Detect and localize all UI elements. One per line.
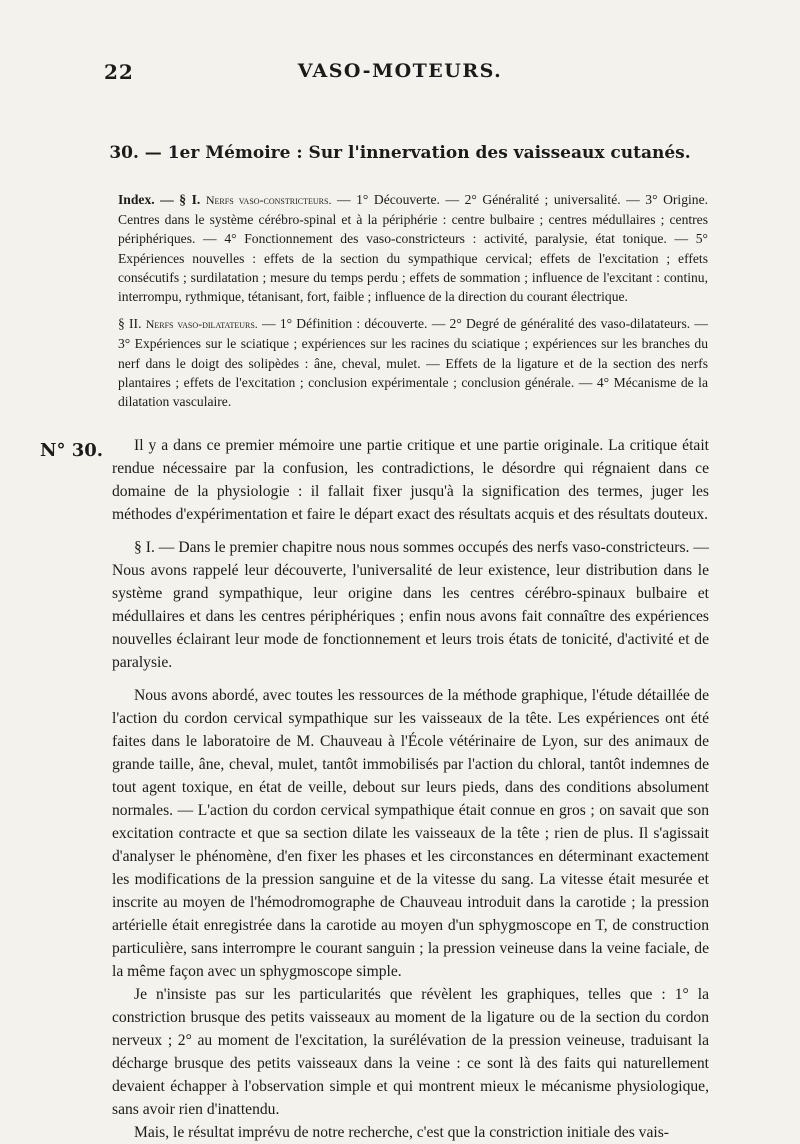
index-section-2 <box>118 314 708 411</box>
page-number: 22 <box>104 60 134 84</box>
index-section-2-lead: § II. <box>118 316 142 332</box>
body-paragraph-4: Je n'insiste pas sur les particularités que révèlent les graphiques, telles que : 1° la constriction brusque des petits vaisseaux au moment de la ligature ou de la section du cordon nerveux ; 2° au moment de l'excitation, la surélévation de la pression veineuse, traduisant la décharge brusque des petits vaisseaux dans la veine : ce sont là des faits qui naturellement devaient échapper à l'observation simple et qui montrent mieux le mécanisme physiologique, sans avoir rien d'inattendu. <box>112 986 709 1118</box>
index-section-1-lead: Index. — § I. <box>118 192 201 207</box>
chapter-heading: 30. — 1er Mémoire : Sur l'innervation des vaisseaux cutanés. <box>109 143 691 163</box>
body-text <box>112 434 709 1144</box>
body-paragraph-5: Mais, le résultat imprévu de notre recherche, c'est que la constriction initiale des vais- <box>134 1124 669 1141</box>
index-block <box>118 190 708 419</box>
index-section-1-text: — 1° Découverte. — 2° Généralité ; universalité. — 3° Origine. Centres dans le système cérébro-spinal et à la périphérie : centre bulbaire ; centres médullaires ; centres périphériques. — 4° Fonctionnement des vaso-constricteurs : activité, paralysie, état tonique. — 5° Expériences nouvelles : effets de la section du sympathique cervical; effets de l'excitation ; effets consécutifs ; surdilatation ; mesure du temps perdu ; effets de sommation ; influence de l'excitant : continu, interrompu, rythmique, tétanisant, fort, faible ; influence de la direction du courant électrique. <box>118 192 708 305</box>
running-head <box>0 60 800 88</box>
margin-entry-number: N° 30. <box>40 440 104 461</box>
body-paragraph-3: Nous avons abordé, avec toutes les ressources de la méthode graphique, l'étude détaillée de l'action du cordon cervical sympathique sur les vaisseaux de la tête. Les expériences ont été faites dans le laboratoire de M. Chauveau à l'École vétérinaire de Lyon, sur des animaux de grande taille, âne, cheval, mulet, tantôt immobilisés par l'action du chloral, tantôt indemnes de tout agent toxique, en état de veille, debout sur leurs pieds, dans des conditions absolument normales. — L'action du cordon cervical sympathique était connue en gros ; on savait que son excitation contracte et que sa section dilate les vaisseaux de la tête ; rien de plus. Il s'agissait d'analyser le phénomène, d'en fixer les phases et les circonstances en déterminant exactement les modifications de la pression sanguine et de la vitesse du sang. La vitesse était mesurée et inscrite au moyen de l'hémodromographe de Chauveau introduit dans la carotide ; la pression artérielle était enregistrée dans la carotide au moyen d'un sphygmoscope en T, de construction particulière, sans interrompre le courant sanguin ; la pression veineuse dans la veine faciale, de la même façon avec un sphygmoscope simple. <box>112 687 709 980</box>
body-paragraph-2: § I. — Dans le premier chapitre nous nous sommes occupés des nerfs vaso-constricteurs. — Nous avons rappelé leur découverte, l'universalité de leur existence, leur distribution dans le système grand sympathique, leur origine dans les centres cérébro-spinaux bulbaire et médullaires et dans les centres périphériques ; enfin nous avons fait connaître des expériences nouvelles éclairant leur mode de fonctionnement et leurs trois états de tonicité, d'activité et de paralysie. <box>112 539 709 671</box>
running-title: VASO-MOTEURS. <box>297 60 503 82</box>
index-section-1 <box>118 190 708 306</box>
index-section-2-label: Nerfs vaso-dilatateurs. <box>145 317 258 332</box>
index-section-1-label: Nerfs vaso-constricteurs. <box>205 193 332 207</box>
body-paragraph-1: Il y a dans ce premier mémoire une partie critique et une partie originale. La critique était rendue nécessaire par la confusion, les contradictions, le désordre qui régnaient dans ce domaine de la physiologie : il fallait fixer jusqu'à la signification des termes, juger les méthodes d'expérimentation et faire le départ exact des résultats acquis et des résultats douteux. <box>112 437 709 523</box>
index-section-2-text: — 1° Définition : découverte. — 2° Degré de généralité des vaso-dilatateurs. — 3° Expériences sur le sciatique ; expériences sur les racines du sciatique ; expériences sur les branches du nerf dans le doigt des solipèdes : âne, cheval, mulet. — Effets de la ligature et de la section des nerfs plantaires ; effets de l'excitation ; conclusion expérimentale ; conclusion générale. — 4° Mécanisme de la dilatation vasculaire. <box>118 316 708 410</box>
